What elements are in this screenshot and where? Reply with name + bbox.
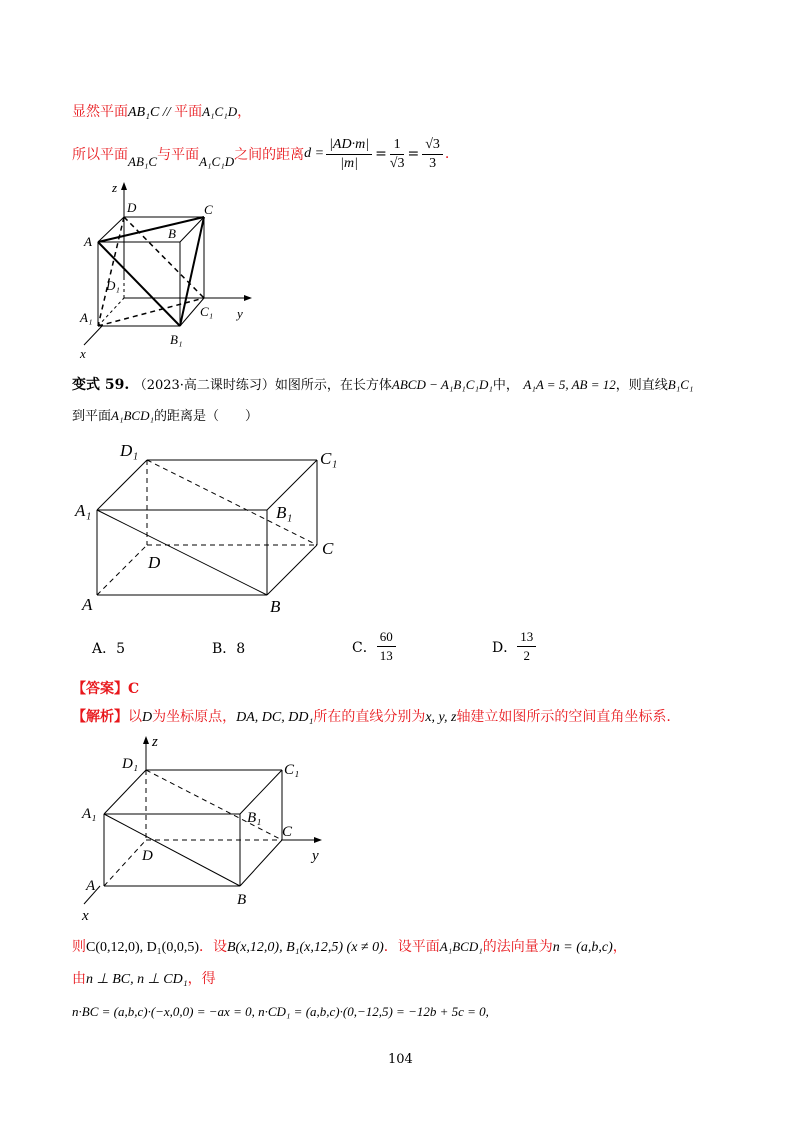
text: ，得 xyxy=(187,971,216,987)
frac-numerator: |AD·m| xyxy=(326,136,372,155)
problem-line-1 xyxy=(72,374,693,394)
label-C: C xyxy=(282,824,293,840)
plane-expr: A₁C₁D xyxy=(202,104,238,119)
text: . xyxy=(444,146,450,162)
problem-text: 的距离是（ ） xyxy=(154,409,259,424)
answer-value: C xyxy=(128,681,140,697)
solution-line-1 xyxy=(72,936,627,956)
option-a xyxy=(92,638,125,658)
label-C1: C₁ xyxy=(320,449,338,468)
text: 为坐标原点， xyxy=(152,709,237,725)
frac-numerator: 1 xyxy=(390,136,405,155)
fraction-root3-over-3 xyxy=(422,136,443,173)
distance-fraction xyxy=(326,136,372,173)
text: 轴建立如图所示的空间直角坐标系. xyxy=(456,709,671,725)
equals: = xyxy=(407,146,420,162)
math-expr: A₁BCD₁ xyxy=(439,939,483,954)
problem-text: ，则直线 xyxy=(615,378,668,393)
math-expr: C(0,12,0), D₁(0,0,5) xyxy=(86,940,199,955)
analysis-label: 【解析】 xyxy=(72,709,128,725)
label-D: D xyxy=(142,848,153,864)
frac-numerator: √3 xyxy=(422,136,443,155)
text: 之间的距离 xyxy=(234,147,305,163)
problem-text: （2023·高二课时练习）如图所示，在长方体 xyxy=(133,378,392,393)
analysis-line xyxy=(72,706,671,726)
cuboid-figure-2 xyxy=(72,440,362,620)
cube-figure-1 xyxy=(72,180,262,360)
label-A1: A₁ xyxy=(82,806,97,822)
frac-denominator: |m| xyxy=(340,155,358,171)
label-z: z xyxy=(152,734,158,750)
label-B: B xyxy=(168,226,176,241)
option-d xyxy=(492,628,536,665)
problem-text: 到平面 xyxy=(72,409,112,424)
frac-denominator: √3 xyxy=(389,155,405,171)
label-A: A xyxy=(84,234,92,249)
label-D: D xyxy=(148,553,161,572)
math-expr: n = (a,b,c) xyxy=(552,940,613,955)
label-B1: B₁ xyxy=(247,810,262,826)
x-axis xyxy=(84,326,102,345)
option-c-label: C． xyxy=(352,639,377,656)
label-y: y xyxy=(237,306,243,321)
label-A: A xyxy=(86,878,96,894)
math-expr: n ⊥ BC, n ⊥ CD₁ xyxy=(86,972,188,987)
option-c-fraction xyxy=(377,628,396,665)
label-A: A xyxy=(82,595,93,614)
math-expr: DA, DC, DD₁ xyxy=(236,710,314,725)
option-d-fraction xyxy=(517,628,536,665)
math-expr: n·BC = (a,b,c)·(−x,0,0) = −ax = 0, n·CD₁ = (a,b,c)·(0,−12,5) = −12b + 5c = 0, xyxy=(72,1004,489,1019)
math-expr: D xyxy=(142,710,153,725)
text: 显然平面 xyxy=(72,104,128,120)
math-expr: x, y, z xyxy=(425,710,457,725)
text: ．设平面 xyxy=(383,939,440,955)
text: 以 xyxy=(128,709,142,725)
math-expr: A₁A = 5, AB = 12 xyxy=(523,377,616,392)
option-c xyxy=(352,628,396,665)
coordinate-cuboid-figure-3 xyxy=(72,732,332,924)
math-expr: B(x,12,0), B₁(x,12,5) (x ≠ 0) xyxy=(226,940,384,955)
label-C1: C₁ xyxy=(200,304,214,319)
option-a-label: A．5 xyxy=(92,641,126,657)
plane-expr: AB₁C xyxy=(128,154,158,169)
text: 平面 xyxy=(174,104,203,120)
text: 由 xyxy=(72,971,86,987)
text: 与平面 xyxy=(157,147,200,163)
option-b-label: B．8 xyxy=(212,641,246,657)
frac-denominator: 13 xyxy=(379,648,393,663)
text: 所在的直线分别为 xyxy=(313,709,426,725)
problem-title: 变式 59. xyxy=(72,377,130,393)
conclusion-line-1 xyxy=(72,101,251,121)
label-D1: D₁ xyxy=(106,278,120,293)
text: ．设 xyxy=(198,939,227,955)
math-expr: B₁C₁ xyxy=(667,377,694,392)
text: 所以平面 xyxy=(72,147,128,163)
label-B: B xyxy=(237,892,247,908)
text: 则 xyxy=(72,939,86,955)
label-D: D xyxy=(127,200,137,215)
label-x: x xyxy=(82,908,89,924)
answer-label: 【答案】 xyxy=(72,681,128,697)
page-number: 104 xyxy=(388,1052,413,1067)
plane-expr: AB₁C // xyxy=(128,105,175,120)
problem-text: 中， xyxy=(492,378,519,393)
label-C: C xyxy=(204,202,213,217)
label-z: z xyxy=(112,180,118,195)
equals: = xyxy=(375,146,387,162)
text: ， xyxy=(237,104,252,120)
text: ， xyxy=(612,939,627,955)
label-D1: D₁ xyxy=(122,756,139,772)
frac-denominator: 2 xyxy=(523,648,530,663)
label-C1: C₁ xyxy=(284,762,300,778)
label-A1: A₁ xyxy=(75,501,92,520)
distance-var: d = xyxy=(304,146,325,161)
label-B1: B₁ xyxy=(170,332,183,347)
answer-line xyxy=(72,678,139,698)
text: 的法向量为 xyxy=(482,939,553,955)
distance-line xyxy=(72,132,449,176)
frac-denominator: 3 xyxy=(429,155,437,171)
label-B1: B₁ xyxy=(276,503,293,522)
label-A1: A₁ xyxy=(80,310,93,325)
label-y: y xyxy=(312,848,319,864)
label-x: x xyxy=(80,346,86,360)
problem-line-2 xyxy=(72,405,258,424)
label-B: B xyxy=(270,597,281,616)
label-D1: D₁ xyxy=(120,441,139,460)
label-C: C xyxy=(322,539,334,558)
fraction-1-over-root3 xyxy=(390,136,405,173)
solution-line-3 xyxy=(72,1004,489,1020)
frac-numerator: 13 xyxy=(517,628,536,647)
frac-numerator: 60 xyxy=(377,628,396,647)
option-d-label: D． xyxy=(492,639,518,656)
math-expr: A₁BCD₁ xyxy=(111,408,154,423)
plane-expr: A₁C₁D xyxy=(199,154,235,169)
option-b xyxy=(212,638,245,658)
solution-line-2 xyxy=(72,968,216,988)
math-expr: ABCD − A₁B₁C₁D₁ xyxy=(391,377,493,392)
